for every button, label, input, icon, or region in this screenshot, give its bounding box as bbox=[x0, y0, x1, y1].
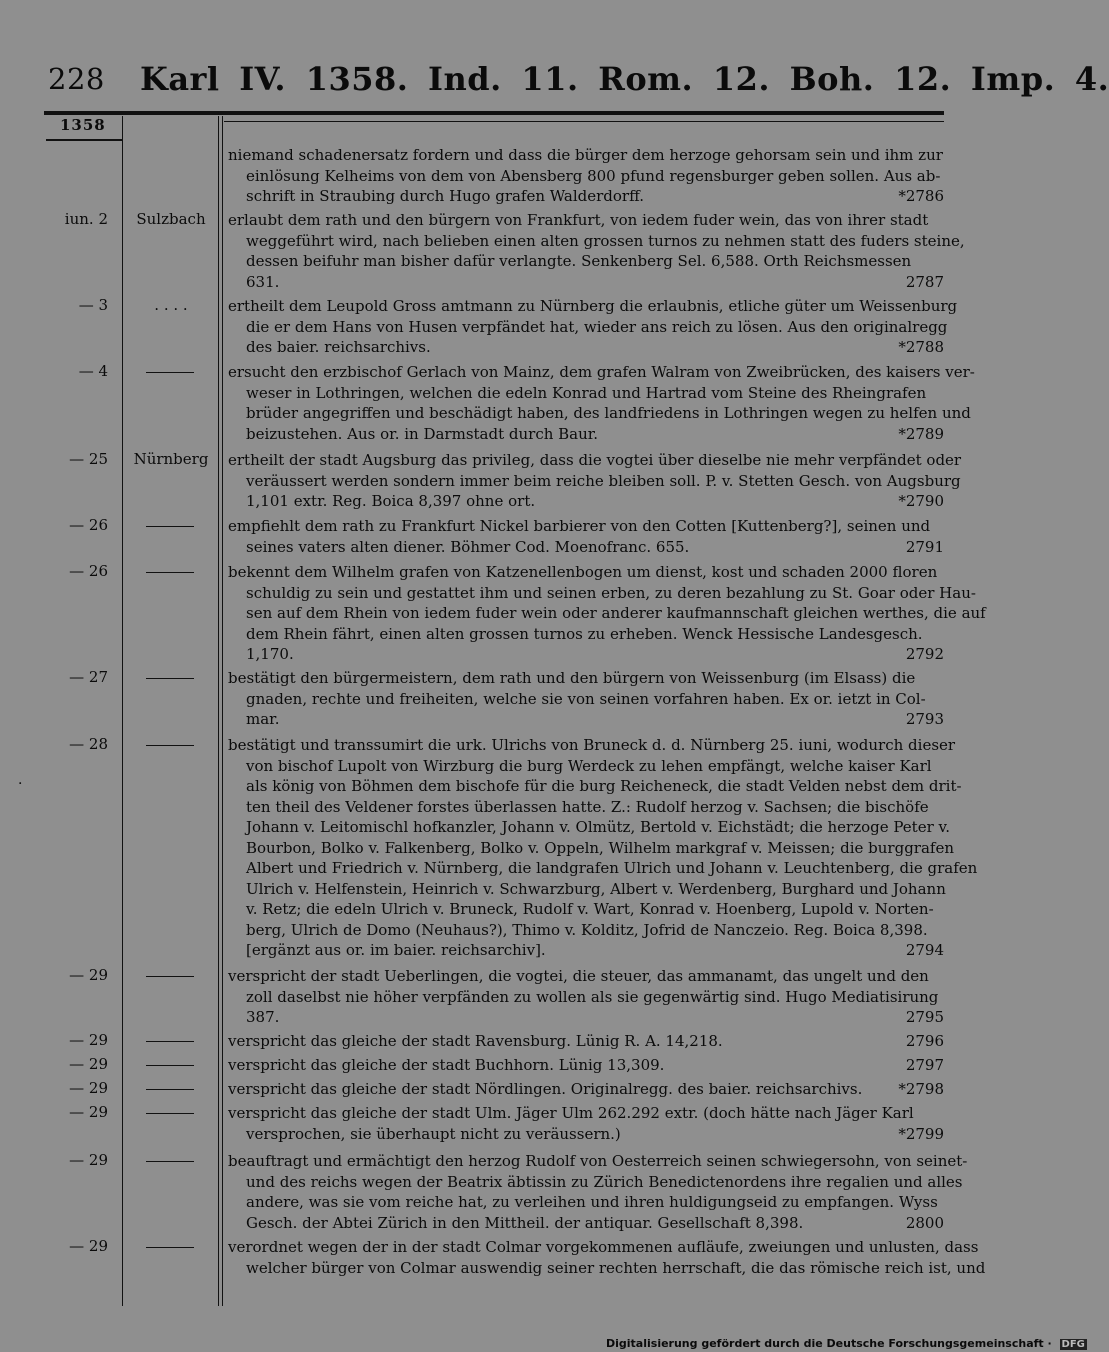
entry-line: beizustehen. Aus or. in Darmstadt durch Baur. bbox=[246, 424, 599, 443]
entry-line: des baier. reichsarchivs. bbox=[246, 338, 431, 356]
entry-text bbox=[228, 1079, 944, 1100]
entry-line: andere, was sie vom reiche hat, zu verleihen und ihren huldigungseid zu empfangen. Wyss bbox=[246, 1193, 938, 1211]
entry-line: dem Rhein fährt, einen alten grossen turnos zu erheben. Wenck Hessische Landesgesch. bbox=[246, 624, 923, 643]
entry-date: — 29 bbox=[69, 1031, 108, 1049]
entry-number: *2798 bbox=[898, 1080, 944, 1098]
entry-last-line bbox=[228, 1007, 944, 1028]
entry-place: Nürnberg bbox=[133, 450, 209, 468]
entry-line: veräussert werden sondern immer beim reiche bleiben soll. P. v. Stetten Gesch. von Augsburg bbox=[246, 471, 961, 490]
entry-last-line bbox=[228, 1079, 944, 1100]
entry-date: — 4 bbox=[78, 362, 108, 380]
entry-line: niemand schadenersatz fordern und dass die bürger dem herzoge gehorsam sein und ihm zur bbox=[228, 146, 943, 164]
margin-mark: · bbox=[18, 776, 23, 792]
entry-line: als könig von Böhmen dem bischofe für die burg Reicheneck, die stadt Velden nebst dem drit- bbox=[246, 777, 962, 795]
entry-last-line bbox=[228, 272, 944, 293]
entry-line: schuldig zu sein und gestattet ihm und seinen erben, zu deren bezahlung zu St. Goar oder Hau- bbox=[246, 583, 976, 602]
ditto-mark bbox=[146, 526, 194, 527]
footer-text: Digitalisierung gefördert durch die Deutsche Forschungsgemeinschaft bbox=[606, 1337, 1044, 1350]
entry-number: *2786 bbox=[898, 187, 944, 205]
entry-line: und des reichs wegen der Beatrix äbtissin zu Zürich Benedictenordens ihre regalien und alles bbox=[246, 1172, 963, 1191]
entry-line: sen auf dem Rhein von iedem fuder wein oder anderer kaufmannschaft gleichen werthes, die auf bbox=[246, 604, 986, 622]
entry-date: — 26 bbox=[69, 562, 108, 580]
entry-number: 2796 bbox=[905, 1032, 944, 1050]
entry-line: welcher bürger von Colmar auswendig seiner rechten herrschaft, die das römische reich ist, und bbox=[246, 1258, 986, 1277]
entry-text bbox=[228, 1031, 944, 1052]
entry-line: bestätigt den bürgermeistern, dem rath und den bürgern von Weissenburg (im Elsass) die bbox=[228, 669, 916, 687]
entry-line: empfiehlt dem rath zu Frankfurt Nickel barbierer von den Cotten [Kuttenberg?], seinen und bbox=[228, 517, 931, 535]
ditto-mark bbox=[146, 1041, 194, 1042]
entry-line: weggeführt wird, nach belieben einen alten grossen turnos zu nehmen statt des fuders steine, bbox=[246, 231, 965, 250]
header-rule-thin bbox=[224, 121, 944, 122]
page-title: Karl IV. 1358. Ind. 11. Rom. 12. Boh. 12. Imp. 4. bbox=[140, 60, 1109, 98]
entry-line: gnaden, rechte und freiheiten, welche sie von seinen vorfahren haben. Ex or. ietzt in Col- bbox=[246, 689, 926, 708]
entry-date: — 28 bbox=[69, 735, 108, 753]
entry-last-line bbox=[228, 186, 944, 207]
entry-text bbox=[228, 362, 975, 444]
entry-number: 2791 bbox=[905, 537, 944, 556]
entry-line: dessen beifuhr man bisher dafür verlangte. Senkenberg Sel. 6,588. Orth Reichsmessen bbox=[246, 252, 912, 270]
entry-line: 387. bbox=[246, 1008, 280, 1026]
entry-text bbox=[228, 735, 978, 961]
entry-line: beauftragt und ermächtigt den herzog Rudolf von Oesterreich seinen schwiegersohn, von seinet- bbox=[228, 1152, 968, 1170]
entry-line: brüder angegriffen und beschädigt haben, des landfriedens in Lothringen wegen zu helfen und bbox=[246, 404, 971, 422]
entry-text bbox=[228, 562, 986, 665]
entry-line: verspricht das gleiche der stadt Ravensburg. Lünig R. A. 14,218. bbox=[228, 1032, 723, 1050]
entry-date: — 29 bbox=[69, 1055, 108, 1073]
entry-last-line bbox=[228, 1124, 944, 1145]
ditto-mark bbox=[146, 678, 194, 679]
entry-number: 2792 bbox=[905, 645, 944, 663]
page-number: 228 bbox=[48, 62, 105, 96]
entry-text bbox=[228, 1237, 986, 1278]
footer-credit: Digitalisierung gefördert durch die Deutsche Forschungsgemeinschaft · DFG bbox=[606, 1337, 1085, 1350]
entry-line: zoll daselbst nie höher verpfänden zu wollen als sie gegenwärtig sind. Hugo Mediatisirung bbox=[246, 987, 939, 1006]
entry-date: — 29 bbox=[69, 966, 108, 984]
entry-line: verspricht das gleiche der stadt Buchhorn. Lünig 13,309. bbox=[228, 1056, 665, 1074]
entry-line: schrift in Straubing durch Hugo grafen Walderdorff. bbox=[246, 187, 644, 205]
entry-line: bekennt dem Wilhelm grafen von Katzenellenbogen um dienst, kost und schaden 2000 floren bbox=[228, 563, 938, 581]
entry-line: verspricht das gleiche der stadt Ulm. Jäger Ulm 262.292 extr. (doch hätte nach Jäger Karl bbox=[228, 1104, 914, 1122]
entry-number: 2794 bbox=[905, 941, 944, 959]
entry-line: berg, Ulrich de Domo (Neuhaus?), Thimo v. Kolditz, Jofrid de Nanczeio. Reg. Boica 8,398. bbox=[246, 920, 928, 939]
entry-date: — 29 bbox=[69, 1151, 108, 1169]
entry-line: von bischof Lupolt von Wirzburg die burg Werdeck zu lehen empfängt, welche kaiser Karl bbox=[246, 756, 932, 775]
ditto-mark bbox=[146, 572, 194, 573]
entry-line: verordnet wegen der in der stadt Colmar vorgekommenen aufläufe, zweiungen und unlusten, dass bbox=[228, 1238, 979, 1256]
entry-number: 2793 bbox=[905, 710, 944, 728]
entry-line: seines vaters alten diener. Böhmer Cod. Moenofranc. 655. bbox=[246, 537, 690, 556]
entry-line: ertheilt dem Leupold Gross amtmann zu Nürnberg die erlaubnis, etliche güter um Weissenburg bbox=[228, 297, 958, 315]
entry-date: — 29 bbox=[69, 1079, 108, 1097]
entry-line: 1,170. bbox=[246, 645, 294, 663]
entry-last-line bbox=[228, 940, 944, 961]
year-underline bbox=[46, 139, 122, 141]
entry-last-line bbox=[228, 709, 944, 730]
entry-line: verspricht der stadt Ueberlingen, die vogtei, die steuer, das ammanamt, das ungelt und den bbox=[228, 967, 929, 985]
entry-last-line bbox=[228, 1055, 944, 1076]
entry-line: v. Retz; die edeln Ulrich v. Bruneck, Rudolf v. Wart, Konrad v. Hoenberg, Lupold v. Norten- bbox=[246, 900, 934, 918]
entry-date: iun. 2 bbox=[64, 210, 108, 228]
entry-number: *2788 bbox=[898, 338, 944, 356]
entry-place: . . . . bbox=[154, 296, 188, 314]
entry-text bbox=[228, 668, 944, 730]
ditto-mark bbox=[146, 372, 194, 373]
entry-number: *2789 bbox=[898, 424, 944, 443]
entry-line: verspricht das gleiche der stadt Nördlingen. Originalregg. des baier. reichsarchivs. bbox=[228, 1080, 863, 1098]
entry-text bbox=[228, 145, 944, 207]
entry-place: Sulzbach bbox=[136, 210, 206, 228]
entry-line: erlaubt dem rath und den bürgern von Frankfurt, von iedem fuder wein, das von ihrer stadt bbox=[228, 211, 929, 229]
ditto-mark bbox=[146, 976, 194, 977]
header-rule bbox=[44, 111, 944, 115]
entry-date: — 29 bbox=[69, 1103, 108, 1121]
entry-last-line bbox=[228, 537, 944, 558]
entry-line: mar. bbox=[246, 710, 280, 728]
entry-line: einlösung Kelheims von dem von Abensberg 800 pfund regensburger geben sollen. Aus ab- bbox=[246, 166, 941, 185]
entry-number: 2797 bbox=[905, 1056, 944, 1074]
entry-line: 1,101 extr. Reg. Boica 8,397 ohne ort. bbox=[246, 492, 536, 510]
entry-number: 2795 bbox=[905, 1008, 944, 1026]
entry-number: *2799 bbox=[898, 1124, 944, 1143]
entry-line: versprochen, sie überhaupt nicht zu veräussern.) bbox=[246, 1124, 621, 1143]
entry-line: ertheilt der stadt Augsburg das privileg, dass die vogtei über dieselbe nie mehr verpfändet oder bbox=[228, 451, 962, 469]
ditto-mark bbox=[146, 1161, 194, 1162]
entry-line: bestätigt und transsumirt die urk. Ulrichs von Bruneck d. d. Nürnberg 25. iuni, wodurch dieser bbox=[228, 736, 956, 754]
entry-line: die er dem Hans von Husen verpfändet hat, wieder ans reich zu lösen. Aus den originalregg bbox=[246, 317, 948, 336]
entry-last-line bbox=[228, 1213, 944, 1234]
entry-line: Ulrich v. Helfenstein, Heinrich v. Schwarzburg, Albert v. Werdenberg, Burghard und Johann bbox=[246, 879, 946, 898]
entry-text bbox=[228, 1151, 968, 1233]
entry-date: — 25 bbox=[69, 450, 108, 468]
entry-last-line bbox=[228, 424, 944, 445]
entry-date: — 27 bbox=[69, 668, 108, 686]
column-divider-place bbox=[218, 116, 223, 1306]
entry-line: Gesch. der Abtei Zürich in den Mittheil. der antiquar. Gesellschaft 8,398. bbox=[246, 1213, 804, 1232]
entry-date: — 26 bbox=[69, 516, 108, 534]
entry-date: — 29 bbox=[69, 1237, 108, 1255]
entry-last-line bbox=[228, 644, 944, 665]
entry-line: ten theil des Veldener forstes überlassen hatte. Z.: Rudolf herzog v. Sachsen; die bischöfe bbox=[246, 797, 929, 816]
entry-line: weser in Lothringen, welchen die edeln Konrad und Hartrad vom Steine des Rheingrafen bbox=[246, 383, 927, 402]
entry-number: *2790 bbox=[898, 492, 944, 510]
entry-date: — 3 bbox=[78, 296, 108, 314]
entry-last-line bbox=[228, 1031, 944, 1052]
ditto-mark bbox=[146, 745, 194, 746]
dfg-logo: DFG bbox=[1061, 1339, 1085, 1350]
entry-number: 2787 bbox=[905, 272, 944, 291]
entry-line: Bourbon, Bolko v. Falkenberg, Bolko v. Oppeln, Wilhelm markgraf v. Meissen; die burggrafen bbox=[246, 838, 955, 857]
entry-number: 2800 bbox=[905, 1213, 944, 1232]
ditto-mark bbox=[146, 1065, 194, 1066]
entry-last-line bbox=[228, 491, 944, 512]
entry-line: Johann v. Leitomischl hofkanzler, Johann v. Olmütz, Bertold v. Eichstädt; die herzoge Peter v. bbox=[246, 818, 950, 836]
entry-line: ersucht den erzbischof Gerlach von Mainz, dem grafen Walram von Zweibrücken, des kaisers ver- bbox=[228, 363, 975, 381]
entry-text bbox=[228, 1055, 944, 1076]
entry-line: 631. bbox=[246, 272, 280, 291]
entry-line: [ergänzt aus or. im baier. reichsarchiv]. bbox=[246, 941, 546, 959]
year-label: 1358 bbox=[60, 116, 106, 134]
page-header bbox=[0, 0, 1109, 118]
column-divider-date bbox=[122, 116, 123, 1306]
entry-line: Albert und Friedrich v. Nürnberg, die landgrafen Ulrich und Johann v. Leuchtenberg, die grafen bbox=[246, 859, 978, 877]
ditto-mark bbox=[146, 1113, 194, 1114]
ditto-mark bbox=[146, 1247, 194, 1248]
entry-last-line bbox=[228, 337, 944, 358]
entry-text bbox=[228, 516, 944, 557]
entry-text bbox=[228, 966, 944, 1028]
entry-text bbox=[228, 1103, 944, 1144]
ditto-mark bbox=[146, 1089, 194, 1090]
entry-text bbox=[228, 296, 958, 358]
entry-text bbox=[228, 210, 965, 292]
entry-text bbox=[228, 450, 962, 512]
